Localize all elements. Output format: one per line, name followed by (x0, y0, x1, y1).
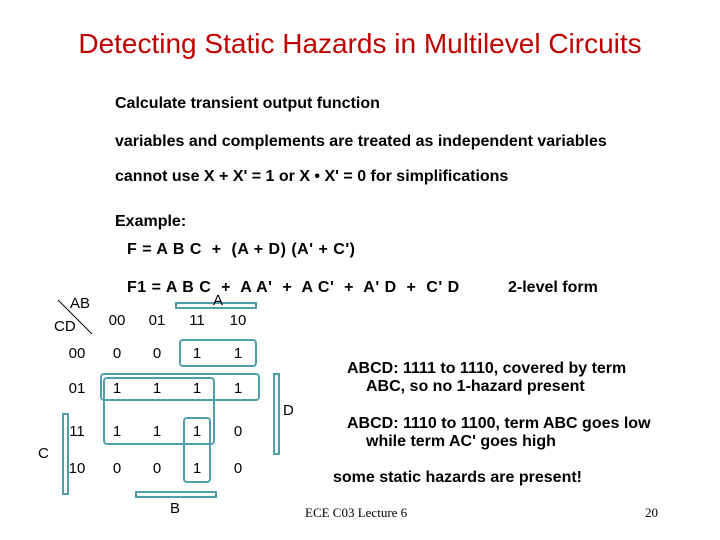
kmap-cell: 1 (112, 423, 122, 440)
bracket-b (136, 492, 216, 497)
kmap-cell: 0 (233, 423, 243, 440)
kmap-col-header: 10 (229, 312, 247, 329)
two-level-note: 2-level form (508, 279, 598, 296)
bracket-d (274, 374, 279, 454)
bullet-transient: Calculate transient output function (115, 95, 380, 112)
kmap-cell: 0 (112, 460, 122, 477)
page-number: 20 (645, 505, 658, 520)
hazard-note-1-line1: ABCD: 1111 to 1110, covered by term (347, 360, 627, 377)
kmap-cell: 1 (152, 423, 162, 440)
kmap-cell: 1 (112, 380, 122, 397)
kmap-row-header: 11 (69, 423, 85, 440)
hazard-note-1-line2: ABC, so no 1-hazard present (366, 378, 585, 395)
page-title: Detecting Static Hazards in Multilevel Circuits (78, 28, 642, 59)
kmap-cell: 1 (233, 345, 243, 362)
kmap-row-header: 00 (68, 345, 86, 362)
kmap-label-c: C (38, 445, 49, 462)
footer-course: ECE C03 Lecture 6 (305, 505, 408, 520)
kmap-cell: 1 (152, 380, 162, 397)
kmap-col-header: 11 (189, 312, 205, 329)
example-label: Example: (115, 213, 187, 230)
kmap-var-ab: AB (70, 295, 91, 312)
kmap-col-header: 01 (148, 312, 166, 329)
equation-f: F = A B C + (A + D) (A' + C') (127, 241, 356, 258)
conclusion-note: some static hazards are present! (333, 469, 582, 486)
kmap-cell: 1 (233, 380, 243, 397)
kmap-cell: 0 (112, 345, 122, 362)
equation-f1: F1 = A B C + A A' + A C' + A' D + C' D (127, 279, 460, 296)
kmap-label-a: A (213, 292, 224, 309)
kmap-cell: 0 (152, 460, 162, 477)
kmap-cell: 1 (192, 345, 202, 362)
kmap-cell: 1 (192, 460, 202, 477)
kmap-cell: 1 (192, 380, 202, 397)
kmap-var-cd: CD (54, 318, 76, 335)
kmap-label-b: B (170, 500, 181, 517)
kmap-label-d: D (283, 402, 294, 419)
kmap-cell: 0 (152, 345, 162, 362)
kmap-col-header: 00 (108, 312, 126, 329)
hazard-note-2-line2: while term AC' goes high (366, 433, 556, 450)
kmap-cell: 1 (192, 423, 202, 440)
bullet-simplification: cannot use X + X' = 1 or X • X' = 0 for simplifications (115, 168, 509, 185)
kmap-row-header: 01 (68, 380, 86, 397)
bullet-independent: variables and complements are treated as independent variables (115, 133, 607, 150)
kmap-row-header: 10 (68, 460, 86, 477)
hazard-note-2-line1: ABCD: 1110 to 1100, term ABC goes low (347, 415, 651, 432)
kmap-cell: 0 (233, 460, 243, 477)
